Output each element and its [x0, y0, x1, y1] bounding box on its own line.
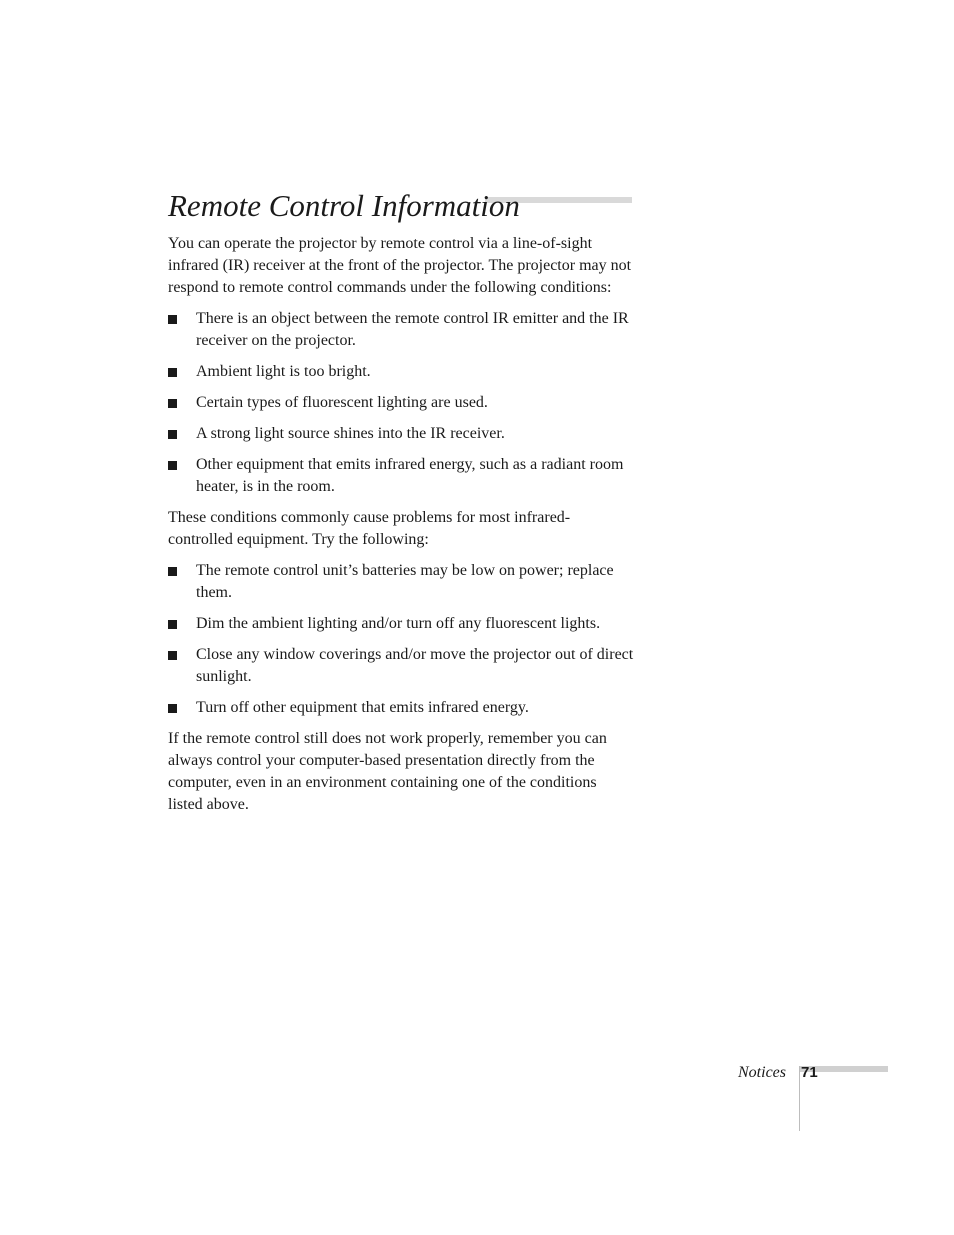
square-bullet-icon — [168, 620, 177, 629]
square-bullet-icon — [168, 567, 177, 576]
square-bullet-icon — [168, 430, 177, 439]
list-item — [168, 697, 634, 719]
list-item — [168, 423, 634, 445]
list-item-text: Turn off other equipment that emits infrared energy. — [196, 699, 529, 716]
main-content — [168, 233, 634, 825]
list-item-text: The remote control unit’s batteries may be low on power; replace them. — [196, 562, 614, 601]
list-item — [168, 613, 634, 635]
footer-divider — [799, 1066, 800, 1131]
conditions-list — [168, 308, 634, 498]
square-bullet-icon — [168, 315, 177, 324]
middle-paragraph: These conditions commonly cause problems for most infrared-controlled equipment. Try the following: — [168, 509, 571, 548]
footer-section-name: Notices — [738, 1064, 786, 1081]
list-item-text: A strong light source shines into the IR receiver. — [196, 425, 505, 442]
list-item-text: Close any window coverings and/or move the projector out of direct sunlight. — [196, 646, 634, 685]
list-item-text: Dim the ambient lighting and/or turn off any fluorescent lights. — [196, 615, 601, 632]
page-title: Remote Control Information — [168, 188, 520, 223]
list-item-text: There is an object between the remote control IR emitter and the IR receiver on the projector. — [196, 310, 629, 349]
list-item — [168, 392, 634, 414]
closing-paragraph: If the remote control still does not work properly, remember you can always control your computer-based presentation directly from the computer, even in an environment containing one of the conditions listed above. — [168, 730, 607, 813]
list-item — [168, 560, 634, 604]
remedies-list — [168, 560, 634, 719]
square-bullet-icon — [168, 704, 177, 713]
square-bullet-icon — [168, 368, 177, 377]
square-bullet-icon — [168, 399, 177, 408]
list-item — [168, 361, 634, 383]
list-item — [168, 454, 634, 498]
list-item-text: Certain types of fluorescent lighting are used. — [196, 394, 488, 411]
list-item — [168, 644, 634, 688]
page-number: 71 — [801, 1064, 818, 1081]
square-bullet-icon — [168, 461, 177, 470]
list-item-text: Ambient light is too bright. — [196, 363, 371, 380]
intro-paragraph: You can operate the projector by remote control via a line-of-sight infrared (IR) receiver at the front of the projector. The projector may not respond to remote control commands under the following conditions: — [168, 235, 632, 296]
list-item — [168, 308, 634, 352]
square-bullet-icon — [168, 651, 177, 660]
list-item-text: Other equipment that emits infrared energy, such as a radiant room heater, is in the room. — [196, 456, 624, 495]
